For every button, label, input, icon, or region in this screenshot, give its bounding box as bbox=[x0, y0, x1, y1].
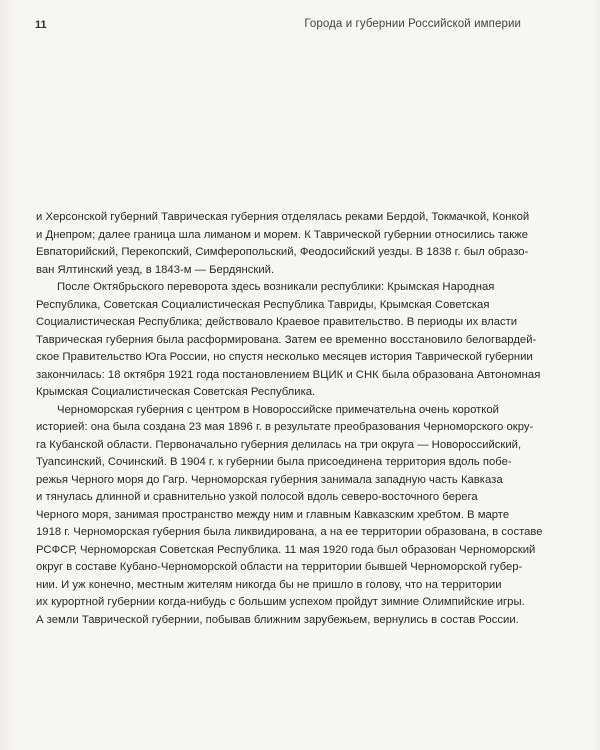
page-number: 11 bbox=[35, 19, 47, 31]
text-line: режья Черного моря до Гагр. Черноморская губерния занимала западную часть Кавказа bbox=[36, 473, 503, 486]
text-line: и тянулась длинной и сравнительно узкой полосой вдоль северо-восточного берега bbox=[36, 491, 478, 503]
body-text bbox=[36, 209, 571, 629]
paragraph-start-line: После Октябрьского переворота здесь возникали республики: Крымская Народная bbox=[57, 281, 495, 293]
text-line: закончилась: 18 октября 1921 года постановлением ВЦИК и СНК была образована Автономная bbox=[36, 368, 541, 381]
text-line: Черного моря, занимая пространство между ним и главным Кавказским хребтом. В марте bbox=[36, 508, 510, 521]
text-line: РСФСР, Черноморская Советская Республика. 11 мая 1920 года был образован Черноморский bbox=[36, 543, 536, 556]
text-line: Евпаторийский, Перекопский, Симферопольский, Феодосийский уезды. В 1838 г. был образо- bbox=[36, 246, 529, 258]
text-line: Крымская Социалистическая Советская Республика. bbox=[36, 386, 316, 398]
text-line: Таврическая губерния была расформирована. Затем ее временно восстановило белогвардей- bbox=[36, 333, 537, 346]
text-line: Туапсинский, Сочинский. В 1904 г. к губернии была присоединена территория вдоль побе- bbox=[36, 456, 512, 468]
text-line: Социалистическая Республика; действовало Краевое правительство. В периоды их власти bbox=[36, 316, 518, 328]
paragraph-start-line: Черноморская губерния с центром в Новороссийске примечательна очень короткой bbox=[57, 403, 499, 416]
text-line: Республика, Советская Социалистическая Республика Тавриды, Крымская Советская bbox=[36, 298, 490, 311]
text-line: ван Ялтинский уезд, в 1843-м — Бердянский. bbox=[36, 263, 275, 276]
text-line: А земли Таврической губернии, побывав ближним зарубежьем, вернулись в состав России. bbox=[36, 613, 519, 626]
text-line: га Кубанской области. Первоначально губерния делилась на три округа — Новороссийский, bbox=[36, 438, 522, 451]
text-line: их курортной губернии когда-нибудь с большим успехом пройдут зимние Олимпийские игры. bbox=[36, 596, 525, 608]
text-line: 1918 г. Черноморская губерния была ликвидирована, а на ее территории образована, в составе bbox=[36, 526, 543, 538]
text-line: и Днепром; далее граница шла лиманом и морем. К Таврической губернии относились также bbox=[36, 228, 528, 241]
text-line: нии. И уж конечно, местным жителям никогда бы не пришло в голову, что на территории bbox=[36, 578, 502, 591]
text-line: историей: она была создана 23 мая 1896 г. в результате преобразования Черноморского окру- bbox=[36, 421, 534, 433]
running-head: Города и губернии Российской империи bbox=[304, 18, 521, 30]
text-line: округ в составе Кубано-Черноморской области на территории бывшей Черноморской губер- bbox=[36, 561, 523, 573]
text-line: и Херсонской губерний Таврическая губерния отделялась реками Бердой, Токмачкой, Конкой bbox=[36, 211, 530, 223]
text-line: ское Правительство Юга России, но спустя несколько месяцев история Таврической губернии bbox=[36, 351, 533, 363]
